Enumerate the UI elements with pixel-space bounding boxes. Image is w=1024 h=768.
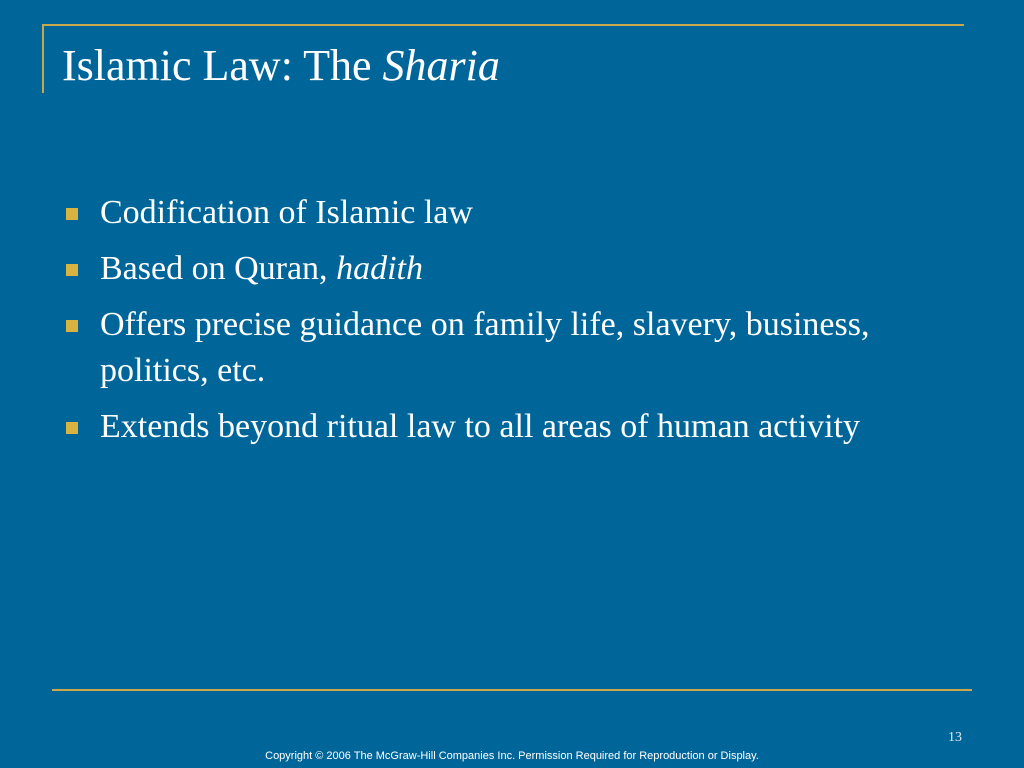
bullet-item: [62, 246, 942, 292]
bullet-text-main: Extends beyond ritual law to all areas of human activity: [100, 408, 861, 445]
frame-left-rule: [42, 24, 44, 93]
bullet-text: [100, 408, 860, 445]
footer-rule: [52, 689, 972, 691]
bullet-text-main: Codification of Islamic law: [100, 194, 473, 231]
page-number: 13: [948, 730, 962, 745]
square-bullet-icon: [66, 208, 78, 220]
bullet-text: [100, 250, 423, 287]
bullet-text: [100, 194, 473, 231]
bullet-item: [62, 404, 942, 450]
bullet-text-emphasis: hadith: [336, 250, 423, 287]
bullet-text-main: Offers precise guidance on family life, slavery, business, politics, etc.: [100, 306, 870, 389]
bullet-item: [62, 190, 942, 236]
bullet-text-main: Based on Quran,: [100, 250, 337, 287]
slide-title: [62, 40, 500, 93]
square-bullet-icon: [66, 264, 78, 276]
copyright-notice: Copyright © 2006 The McGraw-Hill Companies Inc. Permission Required for Reproduction or Display.: [265, 750, 759, 762]
bullet-item: [62, 302, 942, 394]
bullet-list: [62, 190, 942, 460]
bullet-text: [100, 306, 869, 389]
title-emphasis: Sharia: [382, 41, 500, 90]
frame-top-rule: [42, 24, 964, 26]
title-prefix: Islamic Law: The: [62, 41, 383, 90]
square-bullet-icon: [66, 422, 78, 434]
square-bullet-icon: [66, 320, 78, 332]
